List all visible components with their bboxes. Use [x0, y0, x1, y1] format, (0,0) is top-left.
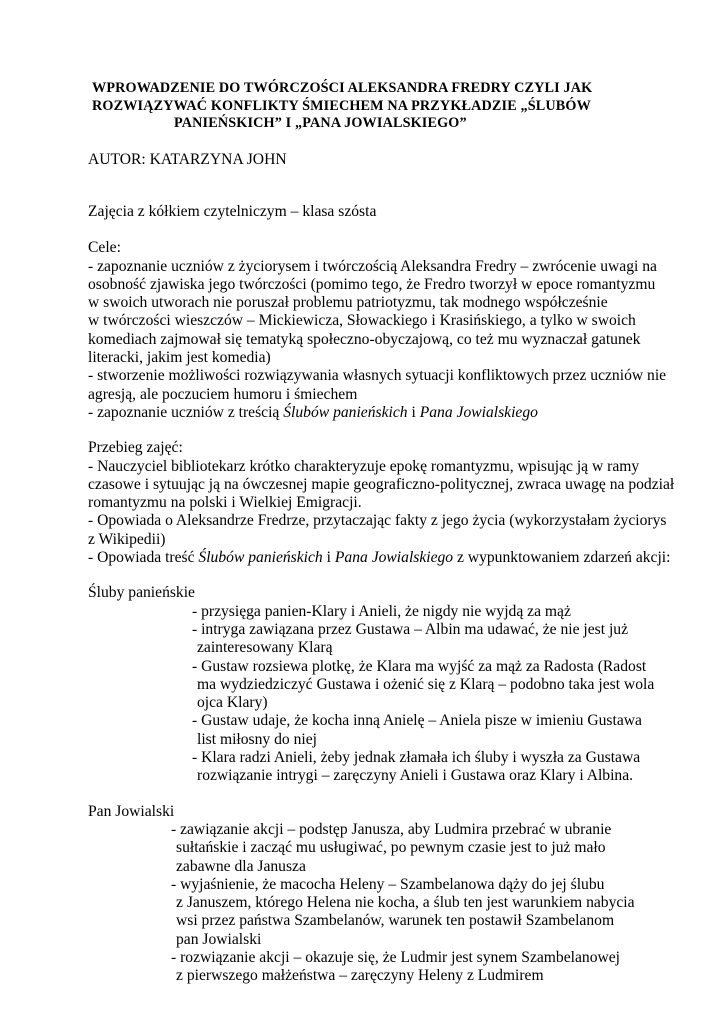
author-line: AUTOR: KATARZYNA JOHN: [88, 151, 287, 168]
lesson-flow-section: [88, 439, 688, 567]
document-body: [88, 203, 688, 986]
title-line-1: WPROWADZENIE DO TWÓRCZOŚCI ALEKSANDRA FREDRY CZYLI JAK: [92, 80, 593, 96]
lesson-flow-line: czasowe i sytuując ją na ówczesnej mapie geograficzno-politycznej, zwraca uwagę na podział: [88, 475, 675, 493]
sluby-heading: Śluby panieńskie: [88, 584, 195, 602]
sluby-item-cont: zainteresowany Klarą: [197, 639, 333, 657]
goals-section: [88, 239, 688, 422]
goals-line: w twórczości wieszczów – Mickiewicza, Słowackiego i Krasińskiego, a tylko w swoich: [88, 312, 636, 330]
goals-line: agresją, ale poczuciem humoru i śmiechem: [88, 385, 358, 403]
lesson-flow-line: - Opowiada o Aleksandrze Fredrze, przytaczając fakty z jego życia (wykorzystałam życiorys: [88, 512, 667, 530]
goals-line: komediach zajmował się tematyką społeczno-obyczajową, co też mu wyznaczał gatunek: [88, 330, 641, 348]
sluby-item: - Klara radzi Anieli, żeby jednak złamała ich śluby i wyszła za Gustawa: [192, 749, 641, 767]
goals-line: - zapoznanie uczniów z życiorysem i twórczością Aleksandra Fredry – zwrócenie uwagi na: [88, 257, 657, 275]
sluby-section: [88, 584, 688, 785]
title-line-3: PANIEŃSKICH” I „PANA JOWIALSKIEGO”: [174, 115, 467, 131]
sluby-item-cont: list miłosny do niej: [197, 730, 317, 748]
italic-title: Pana Jowialskiego: [334, 549, 454, 567]
document-title: [92, 80, 652, 133]
sluby-item-cont: rozwiązanie intrygi – zaręczyny Anieli i Gustawa oraz Klary i Albina.: [197, 767, 634, 785]
jowialski-item-cont: zabawne dla Janusza: [176, 857, 306, 875]
goals-line: literacki, jakim jest komedia): [88, 349, 271, 367]
sluby-item: - intryga zawiązana przez Gustawa – Albin ma udawać, że nie jest już: [192, 620, 629, 638]
jowialski-item-cont: z Januszem, którego Helena nie kocha, a ślub ten jest warunkiem nabycia: [176, 894, 635, 912]
goals-line: osobność zjawiska jego twórczości (pomimo tego, że Fredro tworzył w epoce romantyzmu: [88, 275, 656, 293]
jowialski-item-cont: wsi przez państwa Szambelanów, warunek ten postawił Szambelanom: [176, 912, 615, 930]
goals-line: w swoich utworach nie poruszał problemu patriotyzmu, tak modnego współcześnie: [88, 294, 608, 312]
jowialski-section: [88, 803, 688, 986]
goals-heading: Cele:: [88, 239, 121, 257]
sluby-item: - Gustaw rozsiewa plotkę, że Klara ma wyjść za mąż za Radosta (Radost: [192, 657, 647, 675]
jowialski-item: - wyjaśnienie, że macocha Heleny – Szambelanowa dąży do jej ślubu: [171, 875, 605, 893]
text-span: i: [322, 549, 335, 567]
text-span: i: [407, 403, 420, 421]
lesson-flow-line: romantyzmu na polski i Wielkiej Emigracji.: [88, 494, 362, 512]
sluby-item-cont: ojca Klary): [197, 694, 268, 712]
lesson-subtitle: Zajęcia z kółkiem czytelniczym – klasa szósta: [88, 203, 377, 220]
jowialski-item-cont: sułtańskie i zacząć mu usługiwać, po pewnym czasie jest to już mało: [176, 839, 606, 857]
title-line-2: ROZWIĄZYWAĆ KONFLIKTY ŚMIECHEM NA PRZYKŁADZIE „ŚLUBÓW: [92, 97, 591, 114]
sluby-item: - Gustaw udaje, że kocha inną Anielę – Aniela pisze w imieniu Gustawa: [192, 712, 642, 730]
goals-line: [88, 404, 688, 422]
italic-title: Ślubów panieńskich: [198, 549, 323, 567]
jowialski-heading: Pan Jowialski: [88, 802, 175, 820]
text-span: - Opowiada treść: [88, 549, 199, 567]
italic-title: Ślubów panieńskich: [283, 403, 408, 421]
lesson-flow-line: [88, 549, 688, 567]
sluby-item: - przysięga panien-Klary i Anieli, że nigdy nie wyjdą za mąż: [192, 602, 571, 620]
lesson-flow-line: - Nauczyciel bibliotekarz krótko charakteryzuje epokę romantyzmu, wpisując ją w ramy: [88, 457, 640, 475]
italic-title: Pana Jowialskiego: [419, 403, 538, 421]
jowialski-item: - zawiązanie akcji – podstęp Janusza, aby Ludmira przebrać w ubranie: [171, 820, 612, 838]
jowialski-item-cont: pan Jowialski: [176, 930, 262, 948]
text-span: - zapoznanie uczniów z treścią: [88, 403, 284, 421]
lesson-flow-heading: Przebieg zajęć:: [88, 439, 183, 457]
lesson-flow-line: z Wikipedii): [88, 530, 166, 548]
sluby-item-cont: ma wydziedziczyć Gustawa i ożenić się z Klarą – podobno taka jest wola: [197, 675, 655, 693]
goals-line: - stworzenie możliwości rozwiązywania własnych sytuacji konfliktowych przez uczniów nie: [88, 367, 667, 385]
jowialski-item: - rozwiązanie akcji – okazuje się, że Ludmir jest synem Szambelanowej: [171, 948, 621, 966]
jowialski-item-cont: z pierwszego małżeństwa – zaręczyny Heleny z Ludmirem: [176, 967, 544, 985]
text-span: z wypunktowaniem zdarzeń akcji:: [453, 549, 671, 567]
